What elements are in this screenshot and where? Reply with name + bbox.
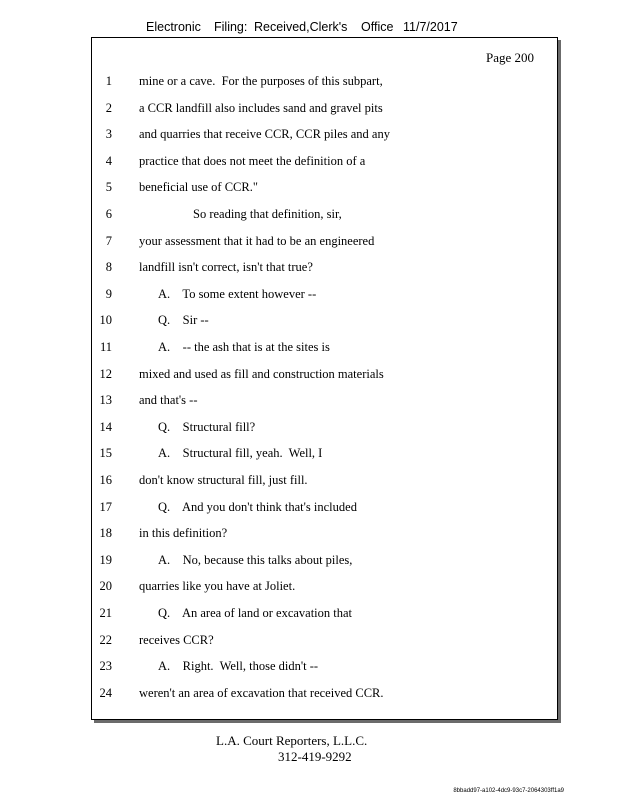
header-word: Filing: bbox=[214, 20, 248, 34]
transcript-line-text: practice that does not meet the definition of a bbox=[139, 153, 366, 168]
line-number: 2 bbox=[105, 100, 112, 115]
line-number: 14 bbox=[99, 419, 112, 434]
line-number: 8 bbox=[105, 260, 112, 275]
transcript-line-text: mine or a cave. For the purposes of this subpart, bbox=[139, 74, 383, 88]
transcript-line-text: mixed and used as fill and construction materials bbox=[139, 366, 384, 381]
transcript-line-text: landfill isn't correct, isn't that true? bbox=[139, 260, 313, 275]
line-number: 19 bbox=[99, 552, 112, 567]
line-number: 24 bbox=[99, 685, 112, 700]
transcript-line-text: Q. An area of land or excavation that bbox=[158, 606, 353, 620]
line-number: 11 bbox=[99, 340, 112, 354]
line-number: 1 bbox=[105, 74, 112, 88]
transcript-line-text: beneficial use of CCR." bbox=[139, 180, 258, 195]
line-number: 20 bbox=[99, 579, 112, 594]
header-word: Office bbox=[361, 20, 394, 34]
transcript-line-text: Q. Structural fill? bbox=[158, 419, 256, 434]
header-word: 11/7/2017 bbox=[403, 20, 458, 34]
line-number: 4 bbox=[105, 153, 112, 168]
transcript-line-text: A. No, because this talks about piles, bbox=[158, 552, 353, 567]
line-number: 7 bbox=[105, 233, 112, 248]
transcript-line-text: Q. And you don't think that's included bbox=[158, 499, 357, 514]
header-word: Electronic bbox=[146, 20, 201, 34]
transcript-line-text: A. To some extent however -- bbox=[158, 286, 317, 301]
line-number: 13 bbox=[99, 393, 112, 408]
header-word: Received,Clerk's bbox=[254, 20, 348, 34]
transcript-line-text: Q. Sir -- bbox=[158, 313, 209, 328]
line-number: 22 bbox=[99, 632, 112, 647]
line-number: 5 bbox=[105, 180, 112, 195]
transcript-line-text: A. Right. Well, those didn't -- bbox=[158, 659, 319, 674]
line-number: 12 bbox=[99, 366, 112, 381]
document-hash: 8bbadd97-a102-4dc9-93c7-2064303ff1a9 bbox=[453, 788, 564, 794]
line-number: 23 bbox=[99, 659, 112, 674]
transcript-line-text: and quarries that receive CCR, CCR piles and any bbox=[139, 127, 390, 142]
transcript-line-text: in this definition? bbox=[139, 526, 228, 541]
line-number: 3 bbox=[105, 127, 112, 142]
transcript-line-text: A. Structural fill, yeah. Well, I bbox=[158, 446, 323, 461]
transcript-line-text: and that's -- bbox=[139, 393, 198, 408]
line-number: 21 bbox=[99, 606, 112, 620]
transcript-line-text: weren't an area of excavation that received CCR. bbox=[139, 685, 384, 700]
transcript-line-text: A. -- the ash that is at the sites is bbox=[158, 340, 330, 354]
line-number: 16 bbox=[99, 473, 112, 487]
line-number: 6 bbox=[105, 207, 112, 221]
reporter-phone: 312-419-9292 bbox=[278, 749, 352, 764]
line-number: 15 bbox=[99, 446, 112, 461]
reporter-company: L.A. Court Reporters, L.L.C. bbox=[216, 733, 368, 748]
line-number: 10 bbox=[99, 313, 112, 328]
line-number: 17 bbox=[99, 499, 112, 514]
line-number: 9 bbox=[105, 286, 112, 301]
page-number: Page 200 bbox=[485, 50, 534, 65]
line-number: 18 bbox=[99, 526, 112, 541]
transcript-line-text: So reading that definition, sir, bbox=[193, 207, 342, 221]
transcript-line-text: receives CCR? bbox=[139, 632, 214, 647]
transcript-line-text: your assessment that it had to be an engineered bbox=[139, 233, 375, 248]
transcript-line-text: don't know structural fill, just fill. bbox=[139, 473, 308, 487]
transcript-line-text: a CCR landfill also includes sand and gravel pits bbox=[139, 100, 383, 115]
transcript-line-text: quarries like you have at Joliet. bbox=[139, 579, 296, 594]
